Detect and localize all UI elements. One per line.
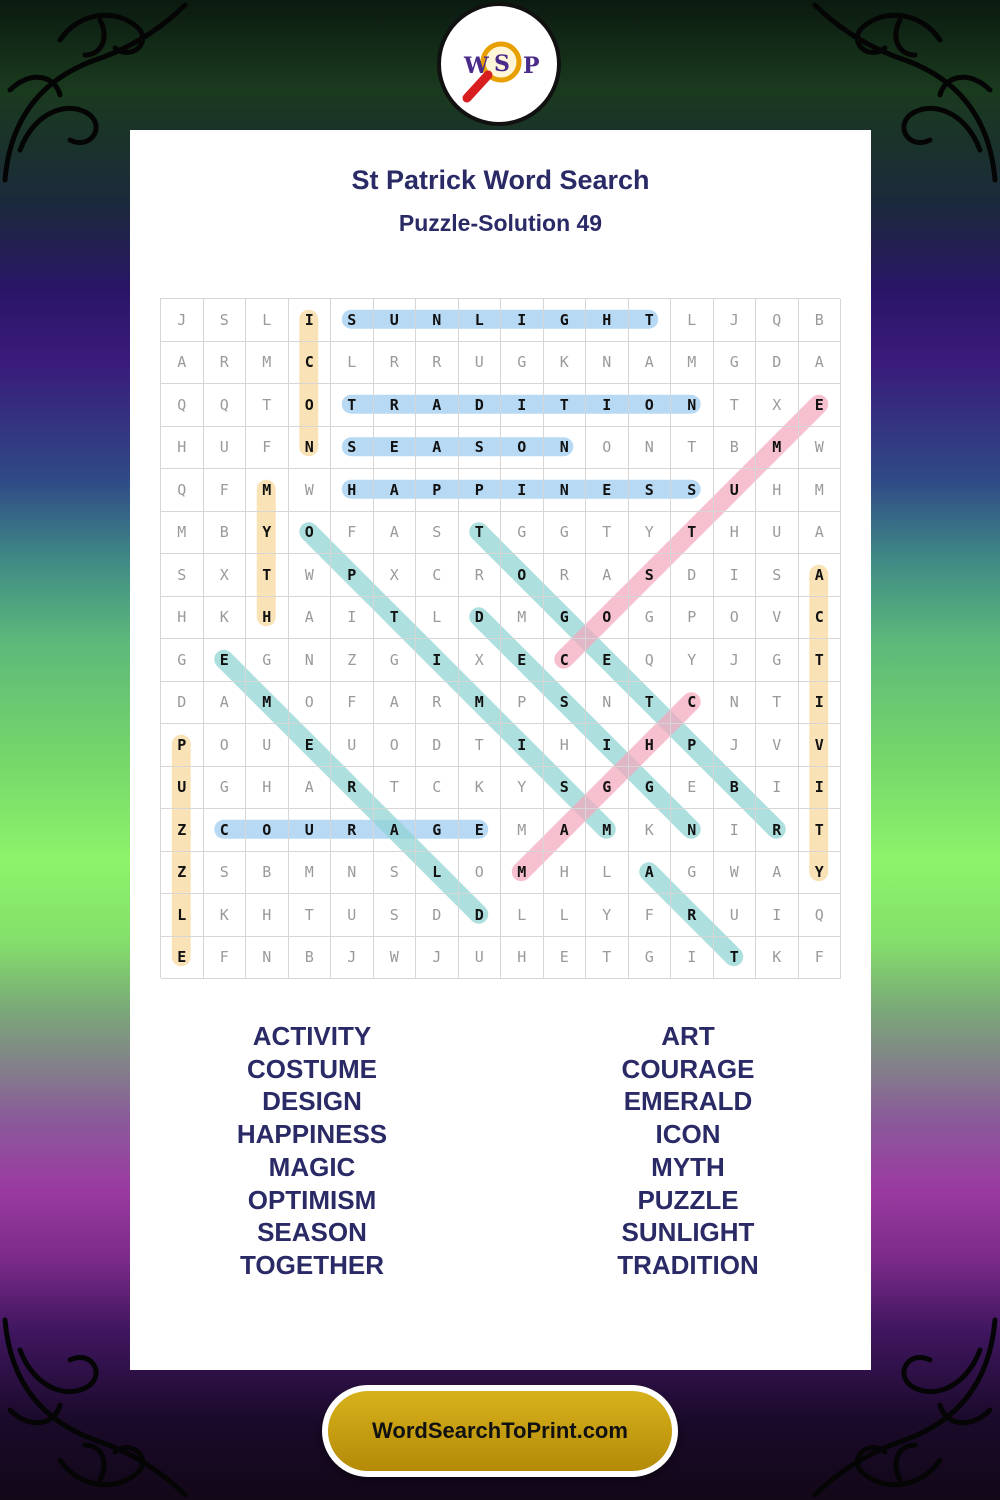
grid-cell[interactable]: H: [161, 597, 204, 640]
word-list-item: COURAGE: [621, 1053, 755, 1084]
grid-cell[interactable]: W: [799, 427, 842, 470]
grid-cell[interactable]: J: [161, 299, 204, 342]
grid-cell[interactable]: H: [629, 724, 672, 767]
grid-cell[interactable]: G: [246, 639, 289, 682]
grid-cell[interactable]: S: [331, 427, 374, 470]
grid-cell[interactable]: Y: [629, 512, 672, 555]
grid-cell[interactable]: M: [501, 597, 544, 640]
grid-cell[interactable]: A: [629, 852, 672, 895]
grid-cell[interactable]: L: [586, 852, 629, 895]
letter-grid: [160, 298, 840, 978]
word-list-item: SEASON: [257, 1217, 367, 1248]
grid-cell[interactable]: M: [459, 682, 502, 725]
grid-cell[interactable]: T: [629, 299, 672, 342]
grid-cell[interactable]: A: [416, 427, 459, 470]
grid-cell[interactable]: I: [799, 682, 842, 725]
grid-cell[interactable]: Z: [161, 852, 204, 895]
grid-cell[interactable]: S: [629, 554, 672, 597]
grid-cell[interactable]: U: [161, 767, 204, 810]
grid-cell[interactable]: I: [799, 767, 842, 810]
grid-cell[interactable]: M: [799, 469, 842, 512]
grid-cell[interactable]: R: [331, 767, 374, 810]
grid-cell[interactable]: S: [544, 682, 587, 725]
grid-cell[interactable]: E: [289, 724, 332, 767]
grid-cell[interactable]: Y: [586, 894, 629, 937]
grid-cell[interactable]: O: [289, 384, 332, 427]
grid-cell[interactable]: I: [331, 597, 374, 640]
grid-cell[interactable]: J: [331, 937, 374, 980]
grid-cell[interactable]: E: [374, 427, 417, 470]
grid-cell[interactable]: U: [331, 724, 374, 767]
grid-cell[interactable]: Z: [161, 809, 204, 852]
grid-cell[interactable]: R: [671, 894, 714, 937]
grid-cell[interactable]: R: [204, 342, 247, 385]
word-list-item: SUNLIGHT: [621, 1217, 755, 1248]
grid-cell[interactable]: J: [714, 639, 757, 682]
wsp-logo[interactable]: [437, 2, 561, 126]
grid-cell[interactable]: S: [459, 427, 502, 470]
grid-cell[interactable]: O: [714, 597, 757, 640]
word-list-item: EMERALD: [623, 1086, 753, 1117]
logo-letter-p: P: [523, 53, 540, 79]
grid-cell[interactable]: E: [204, 639, 247, 682]
grid-cell[interactable]: L: [331, 342, 374, 385]
grid-cell[interactable]: R: [756, 809, 799, 852]
grid-cell[interactable]: F: [246, 427, 289, 470]
grid-cell[interactable]: T: [544, 384, 587, 427]
grid-cell[interactable]: I: [586, 384, 629, 427]
grid-cell[interactable]: H: [331, 469, 374, 512]
grid-cell[interactable]: U: [459, 937, 502, 980]
grid-cell[interactable]: P: [671, 597, 714, 640]
grid-cell[interactable]: X: [459, 639, 502, 682]
grid-cell[interactable]: H: [756, 469, 799, 512]
grid-cell[interactable]: T: [374, 767, 417, 810]
grid-cell[interactable]: I: [714, 554, 757, 597]
grid-cell[interactable]: M: [289, 852, 332, 895]
grid-cell[interactable]: N: [331, 852, 374, 895]
grid-cell[interactable]: K: [756, 937, 799, 980]
grid-cell[interactable]: X: [204, 554, 247, 597]
grid-cell[interactable]: I: [416, 639, 459, 682]
grid-cell[interactable]: O: [586, 597, 629, 640]
grid-cell[interactable]: T: [714, 937, 757, 980]
grid-cell[interactable]: J: [416, 937, 459, 980]
grid-cell[interactable]: H: [246, 767, 289, 810]
grid-cell[interactable]: T: [799, 639, 842, 682]
grid-cell[interactable]: B: [714, 427, 757, 470]
grid-cell[interactable]: V: [799, 724, 842, 767]
grid-cell[interactable]: C: [544, 639, 587, 682]
grid-cell[interactable]: W: [714, 852, 757, 895]
grid-cell[interactable]: D: [459, 894, 502, 937]
grid-cell[interactable]: H: [501, 937, 544, 980]
grid-cell[interactable]: A: [161, 342, 204, 385]
grid-cell[interactable]: G: [629, 767, 672, 810]
grid-cell[interactable]: R: [374, 342, 417, 385]
grid-cell[interactable]: U: [459, 342, 502, 385]
grid-cell[interactable]: L: [161, 894, 204, 937]
grid-cell[interactable]: P: [671, 724, 714, 767]
grid-cell[interactable]: T: [586, 512, 629, 555]
grid-cell[interactable]: I: [756, 894, 799, 937]
grid-cell[interactable]: A: [756, 852, 799, 895]
grid-cell[interactable]: T: [246, 554, 289, 597]
grid-cell[interactable]: O: [501, 427, 544, 470]
grid-cell[interactable]: U: [204, 427, 247, 470]
grid-cell[interactable]: N: [416, 299, 459, 342]
grid-cell[interactable]: F: [204, 937, 247, 980]
grid-cell[interactable]: N: [629, 427, 672, 470]
grid-cell[interactable]: M: [246, 342, 289, 385]
grid-cell[interactable]: P: [416, 469, 459, 512]
grid-cell[interactable]: A: [374, 682, 417, 725]
grid-cell[interactable]: R: [374, 384, 417, 427]
grid-cell[interactable]: C: [671, 682, 714, 725]
grid-cell[interactable]: I: [586, 724, 629, 767]
grid-cell[interactable]: A: [374, 809, 417, 852]
grid-cell[interactable]: N: [246, 937, 289, 980]
word-list-left: [162, 1020, 462, 1282]
grid-cell[interactable]: N: [586, 682, 629, 725]
grid-cell[interactable]: W: [289, 554, 332, 597]
grid-cell[interactable]: I: [289, 299, 332, 342]
grid-cell[interactable]: I: [501, 384, 544, 427]
grid-cell[interactable]: G: [629, 597, 672, 640]
grid-cell[interactable]: I: [714, 809, 757, 852]
grid-cell[interactable]: N: [671, 384, 714, 427]
word-list-right: [538, 1020, 838, 1282]
grid-cell[interactable]: L: [544, 894, 587, 937]
grid-cell[interactable]: A: [799, 342, 842, 385]
grid-cell[interactable]: S: [331, 299, 374, 342]
grid-cell[interactable]: S: [374, 852, 417, 895]
grid-cell[interactable]: T: [289, 894, 332, 937]
grid-cell[interactable]: L: [246, 299, 289, 342]
grid-cell[interactable]: A: [799, 512, 842, 555]
grid-cell[interactable]: D: [416, 724, 459, 767]
word-list-item: MAGIC: [268, 1151, 356, 1182]
grid-cell[interactable]: H: [246, 894, 289, 937]
grid-cell[interactable]: H: [246, 597, 289, 640]
grid-cell[interactable]: D: [161, 682, 204, 725]
grid-cell[interactable]: N: [289, 639, 332, 682]
grid-cell[interactable]: D: [671, 554, 714, 597]
grid-cell[interactable]: G: [586, 767, 629, 810]
grid-cell[interactable]: B: [289, 937, 332, 980]
grid-cell[interactable]: T: [459, 512, 502, 555]
grid-cell[interactable]: E: [501, 639, 544, 682]
grid-cell[interactable]: G: [161, 639, 204, 682]
grid-cell[interactable]: N: [544, 427, 587, 470]
grid-cell[interactable]: M: [501, 809, 544, 852]
grid-cell[interactable]: I: [756, 767, 799, 810]
word-list-item: ART: [661, 1021, 715, 1051]
grid-cell[interactable]: A: [586, 554, 629, 597]
grid-cell[interactable]: G: [671, 852, 714, 895]
grid-cell[interactable]: F: [204, 469, 247, 512]
grid-cell[interactable]: Q: [204, 384, 247, 427]
grid-cell[interactable]: A: [289, 597, 332, 640]
word-list-item: ACTIVITY: [252, 1021, 372, 1051]
grid-cell[interactable]: S: [374, 894, 417, 937]
grid-cell[interactable]: S: [756, 554, 799, 597]
word-list-item: PUZZLE: [637, 1184, 739, 1215]
grid-cell[interactable]: N: [289, 427, 332, 470]
grid-cell[interactable]: G: [501, 342, 544, 385]
grid-cell[interactable]: G: [756, 639, 799, 682]
grid-cell[interactable]: G: [544, 597, 587, 640]
grid-cell[interactable]: G: [714, 342, 757, 385]
grid-cell[interactable]: B: [246, 852, 289, 895]
grid-cell[interactable]: A: [629, 342, 672, 385]
grid-cell[interactable]: A: [374, 469, 417, 512]
grid-cell[interactable]: U: [714, 469, 757, 512]
grid-cell[interactable]: R: [331, 809, 374, 852]
grid-cell[interactable]: T: [671, 512, 714, 555]
grid-cell[interactable]: K: [204, 597, 247, 640]
grid-cell[interactable]: H: [161, 427, 204, 470]
grid-cell[interactable]: G: [374, 639, 417, 682]
grid-cell[interactable]: E: [586, 639, 629, 682]
grid-cell[interactable]: T: [799, 809, 842, 852]
grid-cell[interactable]: Q: [756, 299, 799, 342]
grid-cell[interactable]: U: [756, 512, 799, 555]
grid-cell[interactable]: M: [246, 469, 289, 512]
grid-cell[interactable]: F: [799, 937, 842, 980]
grid-cell[interactable]: O: [374, 724, 417, 767]
grid-cell[interactable]: S: [161, 554, 204, 597]
grid-cell[interactable]: Y: [671, 639, 714, 682]
grid-cell[interactable]: S: [671, 469, 714, 512]
grid-cell[interactable]: P: [459, 469, 502, 512]
grid-cell[interactable]: A: [799, 554, 842, 597]
word-list-item: DESIGN: [262, 1086, 362, 1117]
grid-cell[interactable]: M: [161, 512, 204, 555]
grid-cell[interactable]: Q: [161, 469, 204, 512]
grid-cell[interactable]: F: [629, 894, 672, 937]
grid-cell[interactable]: I: [501, 299, 544, 342]
grid-cell[interactable]: C: [416, 767, 459, 810]
grid-cell[interactable]: K: [629, 809, 672, 852]
magnifier-icon: [441, 6, 557, 122]
grid-cell[interactable]: G: [204, 767, 247, 810]
grid-cell[interactable]: H: [586, 299, 629, 342]
grid-cell[interactable]: A: [289, 767, 332, 810]
grid-cell[interactable]: R: [544, 554, 587, 597]
grid-cell[interactable]: U: [714, 894, 757, 937]
grid-cell[interactable]: V: [756, 724, 799, 767]
grid-cell[interactable]: W: [374, 937, 417, 980]
grid-cell[interactable]: Q: [629, 639, 672, 682]
grid-cell[interactable]: C: [289, 342, 332, 385]
word-list-item: TOGETHER: [240, 1249, 384, 1280]
grid-cell[interactable]: O: [289, 682, 332, 725]
grid-cell[interactable]: N: [671, 809, 714, 852]
grid-cell[interactable]: X: [756, 384, 799, 427]
grid-cell[interactable]: R: [416, 682, 459, 725]
grid-cell[interactable]: T: [459, 724, 502, 767]
grid-cell[interactable]: N: [714, 682, 757, 725]
grid-cell[interactable]: P: [161, 724, 204, 767]
grid-cell[interactable]: Y: [246, 512, 289, 555]
grid-cell[interactable]: Y: [799, 852, 842, 895]
grid-cell[interactable]: G: [544, 299, 587, 342]
grid-cell[interactable]: O: [629, 384, 672, 427]
grid-cell[interactable]: L: [459, 299, 502, 342]
grid-cell[interactable]: T: [586, 937, 629, 980]
grid-cell[interactable]: K: [204, 894, 247, 937]
grid-cell[interactable]: G: [416, 809, 459, 852]
grid-cell[interactable]: D: [459, 384, 502, 427]
logo-letter-s: S: [494, 51, 510, 77]
grid-cell[interactable]: D: [756, 342, 799, 385]
grid-cell[interactable]: M: [756, 427, 799, 470]
grid-cell[interactable]: S: [629, 469, 672, 512]
grid-cell[interactable]: R: [459, 554, 502, 597]
grid-cell[interactable]: O: [204, 724, 247, 767]
grid-cell[interactable]: H: [544, 724, 587, 767]
grid-cell[interactable]: H: [544, 852, 587, 895]
grid-cell[interactable]: U: [331, 894, 374, 937]
word-list-item: MYTH: [651, 1151, 725, 1182]
grid-cell[interactable]: G: [544, 512, 587, 555]
grid-cell[interactable]: T: [756, 682, 799, 725]
word-list-item: COSTUME: [247, 1053, 377, 1084]
grid-cell[interactable]: E: [544, 937, 587, 980]
grid-cell[interactable]: E: [161, 937, 204, 980]
word-list-item: TRADITION: [617, 1249, 759, 1280]
grid-cell[interactable]: U: [246, 724, 289, 767]
grid-cell[interactable]: K: [544, 342, 587, 385]
grid-cell[interactable]: T: [246, 384, 289, 427]
grid-cell[interactable]: T: [671, 427, 714, 470]
grid-cell[interactable]: X: [374, 554, 417, 597]
grid-cell[interactable]: G: [501, 512, 544, 555]
grid-cell[interactable]: J: [714, 299, 757, 342]
word-list-item: HAPPINESS: [236, 1119, 388, 1150]
grid-cell[interactable]: C: [204, 809, 247, 852]
grid-cell[interactable]: R: [416, 342, 459, 385]
grid-cell[interactable]: L: [416, 852, 459, 895]
grid-cell[interactable]: P: [331, 554, 374, 597]
word-list-item: OPTIMISM: [247, 1184, 377, 1215]
grid-cell[interactable]: U: [289, 809, 332, 852]
grid-cell[interactable]: S: [544, 767, 587, 810]
website-link-button[interactable]: WordSearchToPrint.com: [322, 1385, 678, 1477]
grid-cell[interactable]: K: [459, 767, 502, 810]
grid-cell[interactable]: P: [501, 682, 544, 725]
grid-cell[interactable]: E: [459, 809, 502, 852]
grid-cell[interactable]: B: [204, 512, 247, 555]
grid-cell[interactable]: E: [799, 384, 842, 427]
grid-cell[interactable]: L: [416, 597, 459, 640]
grid-cell[interactable]: V: [756, 597, 799, 640]
grid-cell[interactable]: O: [246, 809, 289, 852]
grid-cell[interactable]: O: [501, 554, 544, 597]
grid-cell[interactable]: A: [416, 384, 459, 427]
grid-cell[interactable]: O: [459, 852, 502, 895]
grid-cell[interactable]: I: [501, 724, 544, 767]
grid-cell[interactable]: A: [204, 682, 247, 725]
grid-cell[interactable]: A: [374, 512, 417, 555]
grid-cell[interactable]: M: [501, 852, 544, 895]
grid-cell[interactable]: S: [204, 852, 247, 895]
word-list-item: ICON: [655, 1119, 721, 1150]
grid-cell[interactable]: T: [331, 384, 374, 427]
page-subtitle: Puzzle-Solution 49: [398, 210, 603, 236]
grid-cell[interactable]: I: [501, 469, 544, 512]
grid-cell[interactable]: C: [799, 597, 842, 640]
grid-cell[interactable]: U: [374, 299, 417, 342]
grid-cell[interactable]: J: [714, 724, 757, 767]
grid-cell[interactable]: I: [671, 937, 714, 980]
grid-cell[interactable]: T: [374, 597, 417, 640]
grid-cell[interactable]: N: [544, 469, 587, 512]
grid-cell[interactable]: H: [714, 512, 757, 555]
grid-cell[interactable]: B: [714, 767, 757, 810]
grid-cell[interactable]: Q: [161, 384, 204, 427]
grid-cell[interactable]: O: [586, 427, 629, 470]
grid-cell[interactable]: F: [331, 512, 374, 555]
grid-cell[interactable]: W: [289, 469, 332, 512]
grid-cell[interactable]: Q: [799, 894, 842, 937]
grid-cell[interactable]: L: [671, 299, 714, 342]
grid-cell[interactable]: F: [331, 682, 374, 725]
grid-cell[interactable]: N: [586, 342, 629, 385]
grid-cell[interactable]: S: [204, 299, 247, 342]
grid-cell[interactable]: M: [246, 682, 289, 725]
grid-cell[interactable]: E: [671, 767, 714, 810]
grid-cell[interactable]: G: [629, 937, 672, 980]
grid-cell[interactable]: Z: [331, 639, 374, 682]
grid-cell[interactable]: A: [544, 809, 587, 852]
word-search-grid: [160, 298, 840, 978]
grid-cell[interactable]: M: [586, 809, 629, 852]
grid-cell[interactable]: M: [671, 342, 714, 385]
grid-cell[interactable]: T: [629, 682, 672, 725]
grid-cell[interactable]: S: [416, 512, 459, 555]
grid-cell[interactable]: C: [416, 554, 459, 597]
logo-letter-w: W: [464, 53, 489, 79]
grid-cell[interactable]: O: [289, 512, 332, 555]
grid-cell[interactable]: T: [714, 384, 757, 427]
page-title: St Patrick Word Search: [351, 165, 650, 195]
grid-cell[interactable]: E: [586, 469, 629, 512]
grid-cell[interactable]: D: [459, 597, 502, 640]
grid-cell[interactable]: L: [501, 894, 544, 937]
grid-cell[interactable]: B: [799, 299, 842, 342]
grid-cell[interactable]: D: [416, 894, 459, 937]
grid-cell[interactable]: Y: [501, 767, 544, 810]
